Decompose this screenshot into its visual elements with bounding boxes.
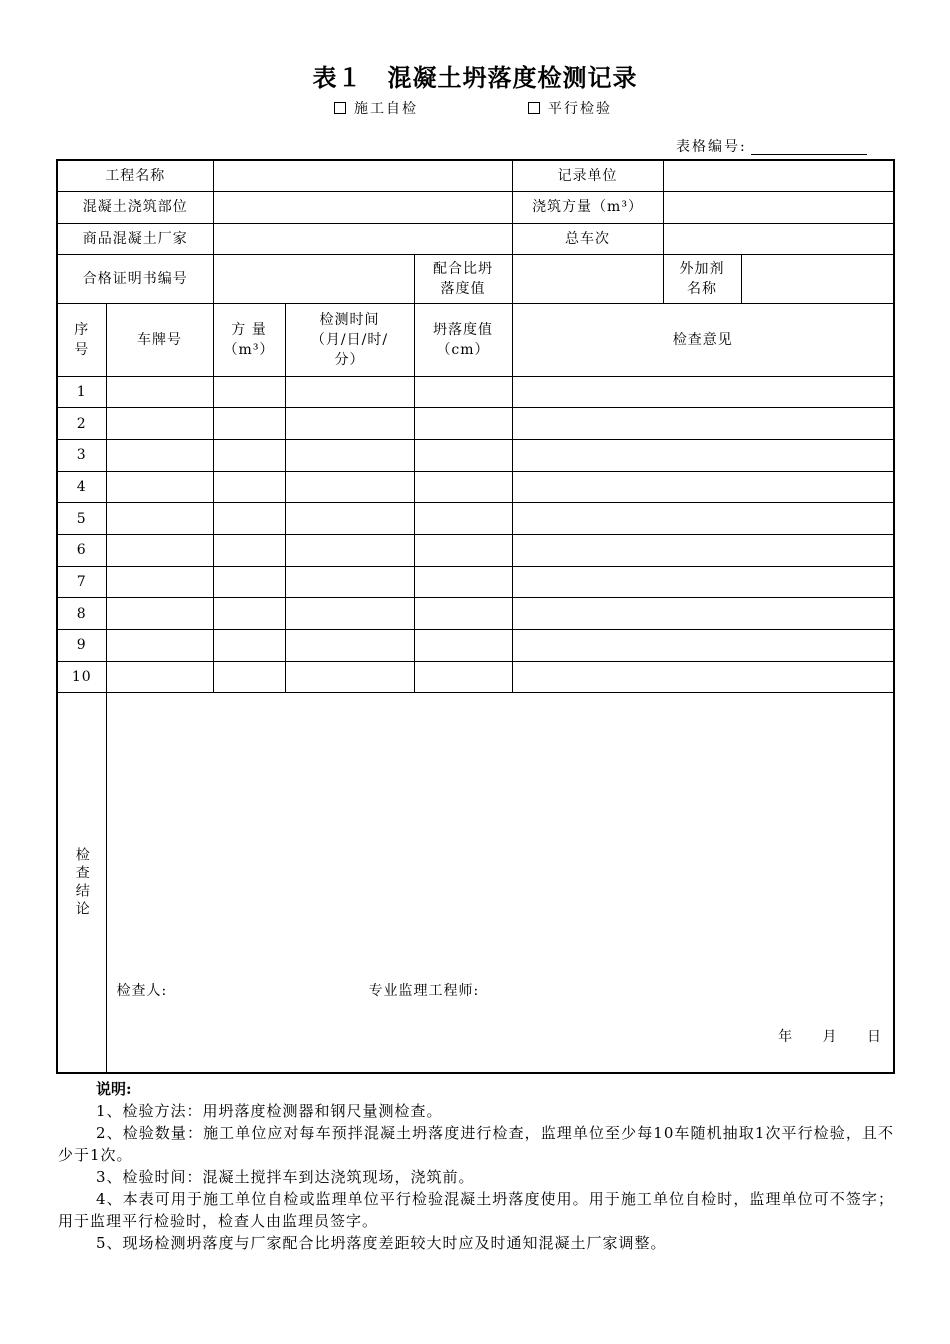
- date-label: 年 月 日: [778, 1029, 882, 1046]
- cert-number-label: 合格证明书编号: [57, 254, 213, 303]
- plate-cell[interactable]: [106, 598, 213, 630]
- slump-record-table: [56, 159, 895, 1074]
- note-item: 1、检验方法：用坍落度检测器和钢尺量测检查。: [96, 1102, 443, 1120]
- volume-cell[interactable]: [213, 503, 285, 535]
- plate-cell[interactable]: [106, 566, 213, 598]
- volume-header: 方 量 （m³）: [213, 303, 285, 376]
- volume-cell[interactable]: [213, 661, 285, 693]
- volume-cell[interactable]: [213, 534, 285, 566]
- record-unit-field[interactable]: [663, 160, 894, 191]
- time-cell[interactable]: [285, 408, 414, 440]
- notes-heading: 说明:: [96, 1080, 132, 1098]
- opinion-cell[interactable]: [512, 598, 894, 630]
- volume-cell[interactable]: [213, 566, 285, 598]
- slump-cell[interactable]: [414, 503, 512, 535]
- plate-cell[interactable]: [106, 661, 213, 693]
- opinion-cell[interactable]: [512, 376, 894, 408]
- form-number-field[interactable]: [751, 140, 867, 155]
- opinion-cell[interactable]: [512, 534, 894, 566]
- time-cell[interactable]: [285, 566, 414, 598]
- slump-cell[interactable]: [414, 534, 512, 566]
- plate-cell[interactable]: [106, 471, 213, 503]
- table-row: [57, 439, 894, 471]
- volume-cell[interactable]: [213, 439, 285, 471]
- slump-cell[interactable]: [414, 566, 512, 598]
- opinion-cell[interactable]: [512, 630, 894, 662]
- pour-volume-label: 浇筑方量（m³）: [512, 191, 663, 223]
- row-number: 7: [57, 566, 106, 598]
- checkbox-icon[interactable]: [334, 102, 346, 114]
- opinion-header: 检查意见: [512, 303, 894, 376]
- slump-cell[interactable]: [414, 439, 512, 471]
- note-item: 5、现场检测坍落度与厂家配合比坍落度差距较大时应及时通知混凝土厂家调整。: [96, 1234, 667, 1252]
- row-number: 3: [57, 439, 106, 471]
- volume-cell[interactable]: [213, 630, 285, 662]
- plate-cell[interactable]: [106, 439, 213, 471]
- admixture-field[interactable]: [741, 254, 894, 303]
- inspector-label: 检查人:: [116, 983, 168, 1000]
- project-name-field[interactable]: [213, 160, 512, 191]
- opinion-cell[interactable]: [512, 471, 894, 503]
- slump-cell[interactable]: [414, 408, 512, 440]
- parallel-check-option[interactable]: 平行检验: [528, 98, 612, 118]
- form-number: 表格编号:: [676, 136, 867, 156]
- slump-header: 坍落度值 （cm）: [414, 303, 512, 376]
- record-rows: [57, 376, 894, 693]
- time-cell[interactable]: [285, 376, 414, 408]
- time-cell[interactable]: [285, 630, 414, 662]
- row-number: 1: [57, 376, 106, 408]
- slump-cell[interactable]: [414, 376, 512, 408]
- time-cell[interactable]: [285, 439, 414, 471]
- checkbox-icon[interactable]: [528, 102, 540, 114]
- plate-cell[interactable]: [106, 408, 213, 440]
- note-item: 3、检验时间：混凝土搅拌车到达浇筑现场，浇筑前。: [96, 1168, 475, 1186]
- note-item: 2、检验数量：施工单位应对每车预拌混凝土坍落度进行检查，监理单位至少每10车随机抽取1次平行检验，且不少于1次。: [58, 1124, 894, 1164]
- row-number: 4: [57, 471, 106, 503]
- pour-location-field[interactable]: [213, 191, 512, 223]
- opinion-cell[interactable]: [512, 439, 894, 471]
- conclusion-field[interactable]: [106, 693, 894, 1073]
- manufacturer-field[interactable]: [213, 223, 512, 254]
- volume-cell[interactable]: [213, 598, 285, 630]
- cert-number-field[interactable]: [213, 254, 414, 303]
- time-cell[interactable]: [285, 471, 414, 503]
- row-number: 9: [57, 630, 106, 662]
- conclusion-label: 检查结论: [57, 693, 106, 1073]
- table-row: [57, 534, 894, 566]
- row-number: 8: [57, 598, 106, 630]
- project-name-label: 工程名称: [57, 160, 213, 191]
- table-row: [57, 661, 894, 693]
- pour-location-label: 混凝土浇筑部位: [57, 191, 213, 223]
- self-check-option[interactable]: 施工自检: [334, 98, 418, 118]
- table-row: [57, 503, 894, 535]
- seq-header: 序 号: [57, 303, 106, 376]
- slump-cell[interactable]: [414, 630, 512, 662]
- total-trucks-field[interactable]: [663, 223, 894, 254]
- time-cell[interactable]: [285, 503, 414, 535]
- pour-volume-field[interactable]: [663, 191, 894, 223]
- opinion-cell[interactable]: [512, 503, 894, 535]
- volume-cell[interactable]: [213, 376, 285, 408]
- record-unit-label: 记录单位: [512, 160, 663, 191]
- admixture-label: 外加剂 名称: [663, 254, 741, 303]
- slump-cell[interactable]: [414, 598, 512, 630]
- slump-cell[interactable]: [414, 471, 512, 503]
- plate-cell[interactable]: [106, 534, 213, 566]
- time-cell[interactable]: [285, 534, 414, 566]
- plate-header: 车牌号: [106, 303, 213, 376]
- table-row: [57, 408, 894, 440]
- table-row: [57, 630, 894, 662]
- supervisor-label: 专业监理工程师:: [368, 983, 480, 1000]
- table-row: [57, 471, 894, 503]
- row-number: 5: [57, 503, 106, 535]
- manufacturer-label: 商品混凝土厂家: [57, 223, 213, 254]
- page-title: 表１ 混凝土坍落度检测记录: [312, 64, 638, 92]
- table-row: [57, 566, 894, 598]
- notes: [58, 1078, 894, 1254]
- row-number: 2: [57, 408, 106, 440]
- plate-cell[interactable]: [106, 630, 213, 662]
- table-row: [57, 376, 894, 408]
- total-trucks-label: 总车次: [512, 223, 663, 254]
- volume-cell[interactable]: [213, 471, 285, 503]
- volume-cell[interactable]: [213, 408, 285, 440]
- mix-slump-label: 配合比坍 落度值: [414, 254, 512, 303]
- opinion-cell[interactable]: [512, 408, 894, 440]
- table-row: [57, 598, 894, 630]
- opinion-cell[interactable]: [512, 661, 894, 693]
- slump-cell[interactable]: [414, 661, 512, 693]
- plate-cell[interactable]: [106, 503, 213, 535]
- row-number: 10: [57, 661, 106, 693]
- row-number: 6: [57, 534, 106, 566]
- time-header: 检测时间 （月/日/时/ 分）: [285, 303, 414, 376]
- time-cell[interactable]: [285, 598, 414, 630]
- mix-slump-field[interactable]: [512, 254, 663, 303]
- opinion-cell[interactable]: [512, 566, 894, 598]
- note-item: 4、本表可用于施工单位自检或监理单位平行检验混凝土坍落度使用。用于施工单位自检时，监理单位可不签字；用于监理平行检验时，检查人由监理员签字。: [58, 1190, 894, 1230]
- time-cell[interactable]: [285, 661, 414, 693]
- plate-cell[interactable]: [106, 376, 213, 408]
